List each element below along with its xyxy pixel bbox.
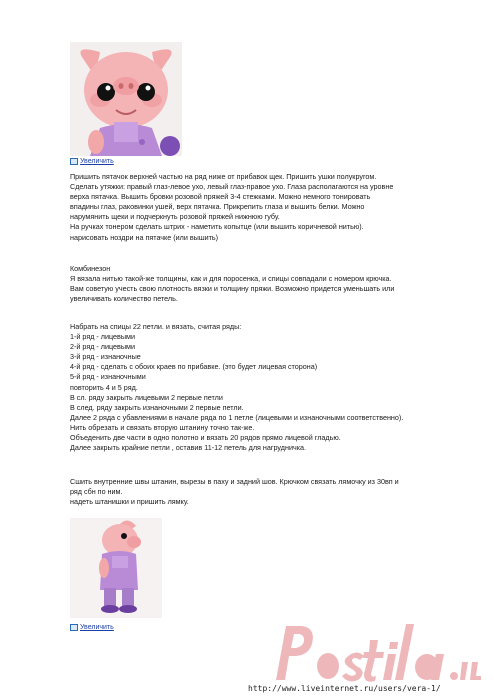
text-line: нарумянить щеки и подчеркнуть розовой пряжей нижнюю губу. <box>70 212 280 222</box>
text-line: нарисовать ноздри на пятачке (или вышить) <box>70 232 219 242</box>
overalls-intro <box>70 264 470 304</box>
footer-url[interactable]: http://www.liveinternet.ru/users/vera-1/ <box>248 684 441 693</box>
text-line: Нить обрезать и связать вторую штанину точно так-же. <box>70 422 255 432</box>
pig-standing-photo <box>70 518 162 618</box>
text-line: Сделать утяжки: правый глаз-левое ухо, левый глаз-правое ухо. Глаза располагаются на уровне <box>70 182 394 192</box>
pig-head-illustration <box>70 42 182 156</box>
pig-standing-illustration <box>70 518 162 618</box>
text-line: увеличивать количество петель. <box>70 294 178 304</box>
text-line: 4-й ряд - сделать с обоих краев по прибавке. (это будет лицевая сторона) <box>70 362 318 372</box>
text-line: Я вязала нитью такой-же толщины, как и для поросенка, и спицы совпадали с номером крючка. <box>70 274 392 284</box>
zoom-link-1[interactable] <box>70 158 114 165</box>
text-line: Далее закрыть крайние петли , оставив 11-12 петель для нагрудничка. <box>70 443 307 453</box>
text-line: 5-й ряд - изнаночными <box>70 372 146 382</box>
text-line: В след. ряду закрыть изнаночными 2 первые петли. <box>70 402 244 412</box>
text-line: надеть штанишки и пришить лямку. <box>70 497 189 507</box>
zoom-link-2[interactable] <box>70 624 114 631</box>
text-line: Пришить пятачок верхней частью на ряд ниже от прибавок щек. Пришить ушки полукругом. <box>70 172 377 181</box>
assembly-instructions <box>70 477 470 507</box>
magnifier-icon <box>70 624 78 631</box>
text-line: Набрать на спицы 22 петли. и вязать, считая ряды: <box>70 322 242 331</box>
zoom-link-label: Увеличить <box>80 158 114 165</box>
zoom-link-label: Увеличить <box>80 624 114 631</box>
postila-watermark-logo <box>272 618 482 684</box>
magnifier-icon <box>70 158 78 165</box>
text-line: Далее 2 ряда с убавлениями в начале ряда по 1 петле (лицевыми и изнаночными соответственно). <box>70 412 404 422</box>
knitting-rows <box>70 322 470 453</box>
text-line: верха пятачка. Вышить бровки розовой пряжей 3-4 стежками. Можно немного тонировать <box>70 192 371 202</box>
text-line: В сл. ряду закрыть лицевыми 2 первые петли <box>70 392 223 402</box>
text-line: Объеденить две части в одно полотно и вязать 20 рядов прямо лицевой гладью. <box>70 433 341 443</box>
watermark-logo-graphic <box>272 618 482 684</box>
section-heading: Комбинезон <box>70 264 111 273</box>
text-line: ряд сбн по ним. <box>70 487 123 497</box>
text-line: 3-й ряд - изнаночные <box>70 352 141 362</box>
text-line: повторить 4 и 5 ряд. <box>70 382 138 392</box>
text-line: Вам советую учесть свою плотность вязки и толщину пряжи. Возможно придется уменьшать или <box>70 284 395 294</box>
pig-head-photo <box>70 42 182 156</box>
text-line: На ручках тонером сделать штрих - наметить копытце (или вышить коричневой нитью). <box>70 222 364 232</box>
text-line: 2-й ряд - лицевыми <box>70 342 135 352</box>
text-line: впадины глаз, раковинки ушей, верх пятачка. Прикрепить глаза и вышить белки. Можно <box>70 202 365 212</box>
text-line: 1-й ряд - лицевыми <box>70 332 135 342</box>
text-line: Сшить внутренние швы штанин, вырезы в паху и задний шов. Крючком связать лямочку из 30вп и <box>70 477 399 486</box>
instructions-face <box>70 172 470 243</box>
